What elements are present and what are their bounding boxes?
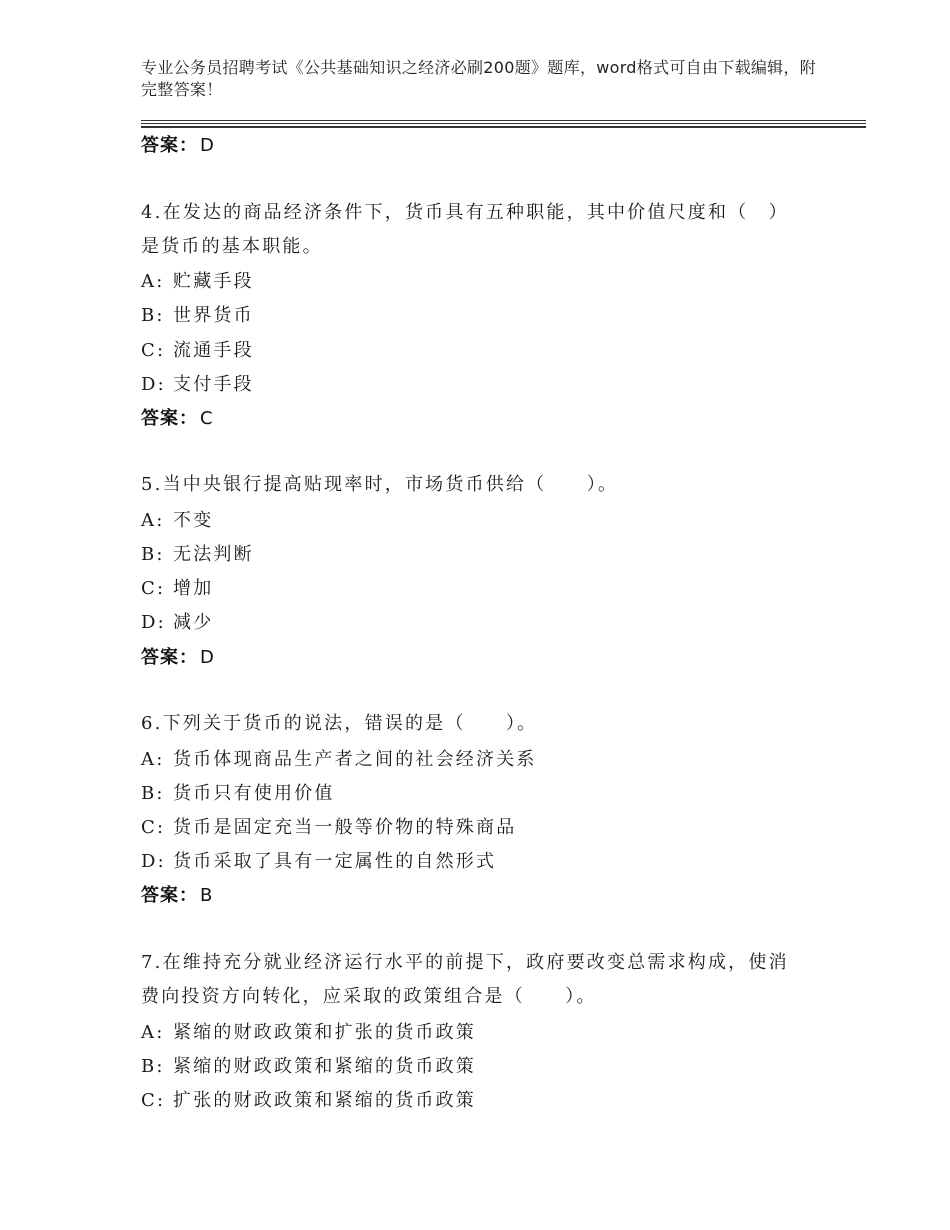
option-text: 贮藏手段: [173, 271, 254, 292]
option-text: 世界货币: [173, 305, 254, 326]
answer-value: D: [200, 647, 215, 668]
option-letter: B:: [141, 544, 165, 565]
option-text: 紧缩的财政政策和紧缩的货币政策: [173, 1056, 476, 1077]
option-letter: B:: [141, 1056, 165, 1077]
option-letter: C:: [141, 1090, 166, 1111]
answer-label: 答案：: [141, 408, 198, 429]
option-letter: A:: [141, 510, 165, 531]
option-text: 不变: [173, 510, 214, 531]
option-text: 货币只有使用价值: [173, 783, 335, 804]
question-text: 5.当中央银行提高贴现率时，市场货币供给（ ）。: [141, 474, 619, 495]
header-rule: [141, 120, 866, 121]
option-b: [141, 540, 254, 566]
option-letter: A:: [141, 1022, 165, 1043]
option-c: [141, 813, 516, 839]
option-letter: A:: [141, 749, 165, 770]
option-a: [141, 506, 213, 532]
header-rule: [141, 123, 866, 124]
answer-line: [141, 643, 215, 669]
option-letter: C:: [141, 340, 166, 361]
header-rule: [141, 126, 866, 128]
option-text: 扩张的财政政策和紧缩的货币政策: [173, 1090, 476, 1111]
answer-label: 答案：: [141, 135, 198, 156]
option-d: [141, 608, 213, 634]
option-text: 增加: [173, 578, 214, 599]
option-a: [141, 745, 537, 771]
option-letter: B:: [141, 783, 165, 804]
option-letter: D:: [141, 851, 166, 872]
question-text: 4.在发达的商品经济条件下，货币具有五种职能，其中价值尺度和（ ）是货币的基本职能。: [141, 202, 789, 257]
option-text: 紧缩的财政政策和扩张的货币政策: [173, 1022, 476, 1043]
answer-value: C: [200, 408, 214, 429]
option-text: 减少: [173, 612, 214, 633]
option-text: 流通手段: [173, 340, 254, 361]
option-text: 支付手段: [173, 374, 254, 395]
option-text: 货币是固定充当一般等价物的特殊商品: [173, 817, 517, 838]
answer-line: [141, 131, 215, 157]
option-b: [141, 779, 335, 805]
option-letter: C:: [141, 817, 166, 838]
option-letter: C:: [141, 578, 166, 599]
option-c: [141, 574, 213, 600]
question-text: 6.下列关于货币的说法，错误的是（ ）。: [141, 713, 538, 734]
answer-label: 答案：: [141, 885, 198, 906]
option-letter: D:: [141, 612, 166, 633]
answer-value: B: [200, 885, 214, 906]
option-a: [141, 1018, 476, 1044]
option-text: 货币采取了具有一定属性的自然形式: [173, 851, 497, 872]
answer-value: D: [200, 135, 215, 156]
option-letter: B:: [141, 305, 165, 326]
page-header: 专业公务员招聘考试《公共基础知识之经济必刷200题》题库，word格式可自由下载编辑，附完整答案！: [141, 58, 817, 99]
option-text: 货币体现商品生产者之间的社会经济关系: [173, 749, 537, 770]
option-c: [141, 336, 254, 362]
answer-line: [141, 404, 214, 430]
answer-line: [141, 881, 213, 907]
option-c: [141, 1086, 476, 1112]
question-text: 7.在维持充分就业经济运行水平的前提下，政府要改变总需求构成，使消费向投资方向转化，应采取的政策组合是（ ）。: [141, 952, 789, 1007]
option-d: [141, 370, 254, 396]
option-b: [141, 1052, 476, 1078]
option-letter: D:: [141, 374, 166, 395]
option-text: 无法判断: [173, 544, 254, 565]
option-letter: A:: [141, 271, 165, 292]
option-b: [141, 301, 254, 327]
option-d: [141, 847, 496, 873]
answer-label: 答案：: [141, 647, 198, 668]
option-a: [141, 267, 254, 293]
